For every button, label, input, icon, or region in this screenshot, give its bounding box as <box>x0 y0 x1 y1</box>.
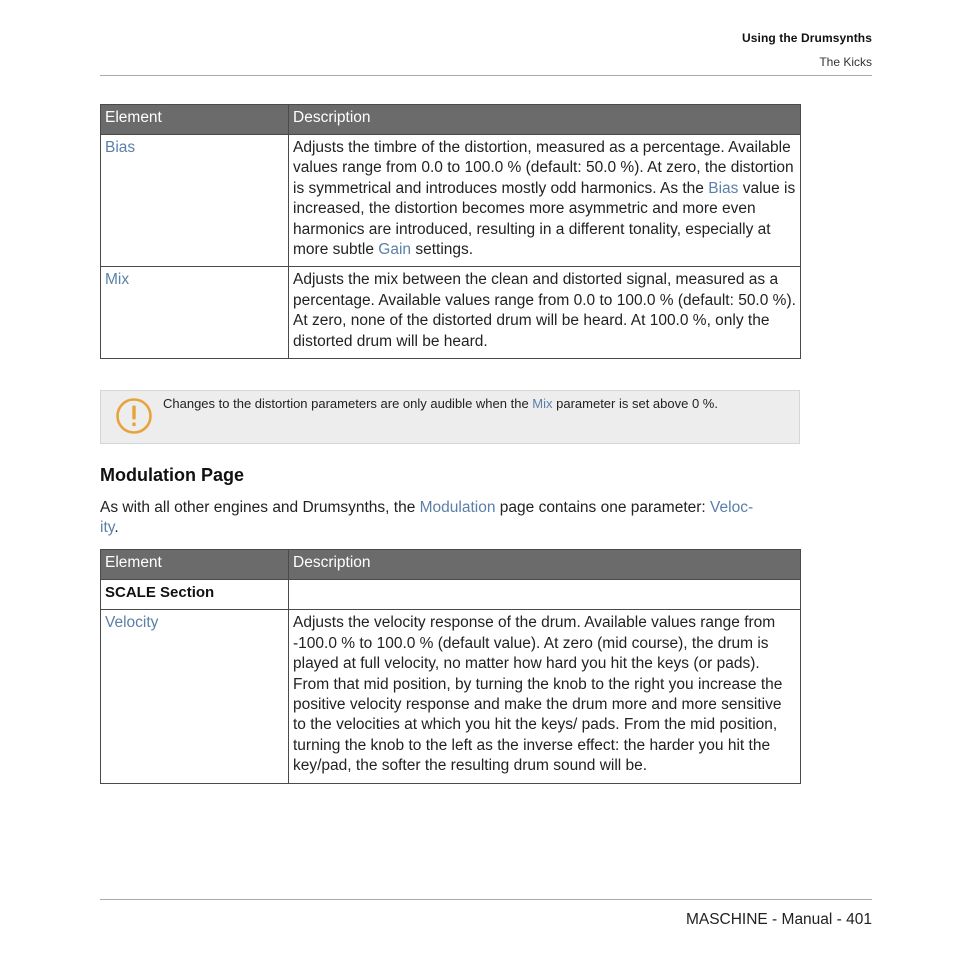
header-section-title: The Kicks <box>819 55 872 69</box>
note-link-mix[interactable]: Mix <box>532 396 553 411</box>
element-cell <box>101 135 289 267</box>
empty-cell <box>289 580 801 610</box>
modulation-parameter-table <box>100 549 801 784</box>
table-header-row <box>101 550 801 580</box>
description-text: Adjusts the timbre of the distortion, measured as a percentage. Available values range from 0.0 to 100.0 % (default: 50.0 %). At zero, the distortion is symmetrical and introduces mostly odd harmonics. As the <box>293 139 794 197</box>
table-header-row <box>101 105 801 135</box>
description-text: value is increased, the distortion becomes more asymmetric and more even harmonics are introduced, resulting in a different tonality, especially at more subtle <box>293 179 796 259</box>
header-divider <box>100 75 872 76</box>
intro-text: . <box>114 519 119 537</box>
table-row <box>101 135 801 267</box>
description-cell: Adjusts the mix between the clean and distorted signal, measured as a percentage. Available values range from 0.0 to 100.0 % (default: 50.0 %). At zero, none of the distorted drum will be heard. At 100.0 %, only the distorted drum will be heard. <box>289 267 801 359</box>
element-cell <box>101 610 289 783</box>
intro-text: page contains one parameter: <box>495 499 711 516</box>
distortion-parameter-table <box>100 104 801 359</box>
note-text-before: Changes to the distortion parameters are only audible when the <box>163 396 533 411</box>
note-text <box>163 395 789 412</box>
inline-link-gain[interactable]: Gain <box>378 241 412 259</box>
description-cell: Adjusts the velocity response of the drum. Available values range from -100.0 % to 100.0 % (default value). At zero (mid course), the drum is played at full velocity, no matter how hard you hit the keys (or pads). From that mid position, by turning the knob to the right you increase the positive velocity response and make the drum more and more sensitive to the velocities at which you hit the keys/ pads. From the mid position, turning the knob to the left as the inverse effect: the harder you hit the key/pad, the softer the resulting drum sound will be. <box>289 610 801 783</box>
link-modulation[interactable]: Modulation <box>419 499 496 516</box>
warning-exclamation-icon <box>115 397 153 435</box>
column-header-description: Description <box>289 105 801 135</box>
table-row <box>101 267 801 359</box>
parameter-link-bias[interactable]: Bias <box>105 139 136 156</box>
footer-divider <box>100 899 872 900</box>
column-header-description: Description <box>289 550 801 580</box>
table-row <box>101 610 801 783</box>
footer-page-label: MASCHINE - Manual - 401 <box>685 911 872 928</box>
section-heading-modulation-page: Modulation Page <box>100 465 244 485</box>
element-cell <box>101 267 289 359</box>
intro-paragraph <box>100 498 800 539</box>
section-label-scale: SCALE Section <box>101 580 289 610</box>
link-velocity-continued[interactable]: ity <box>100 519 115 537</box>
table-section-row <box>101 580 801 610</box>
inline-link-bias[interactable]: Bias <box>708 179 739 197</box>
note-box <box>100 390 800 444</box>
column-header-element: Element <box>101 550 289 580</box>
note-text-after: parameter is set above 0 %. <box>552 396 718 411</box>
column-header-element: Element <box>101 105 289 135</box>
intro-text: As with all other engines and Drumsynths, the <box>100 499 420 516</box>
parameter-link-mix[interactable]: Mix <box>105 271 130 289</box>
parameter-link-velocity[interactable]: Velocity <box>105 614 159 632</box>
description-cell <box>289 135 801 267</box>
description-text: settings. <box>411 241 474 259</box>
link-velocity[interactable]: Veloc- <box>710 499 754 516</box>
header-chapter-title: Using the Drumsynths <box>741 31 872 45</box>
